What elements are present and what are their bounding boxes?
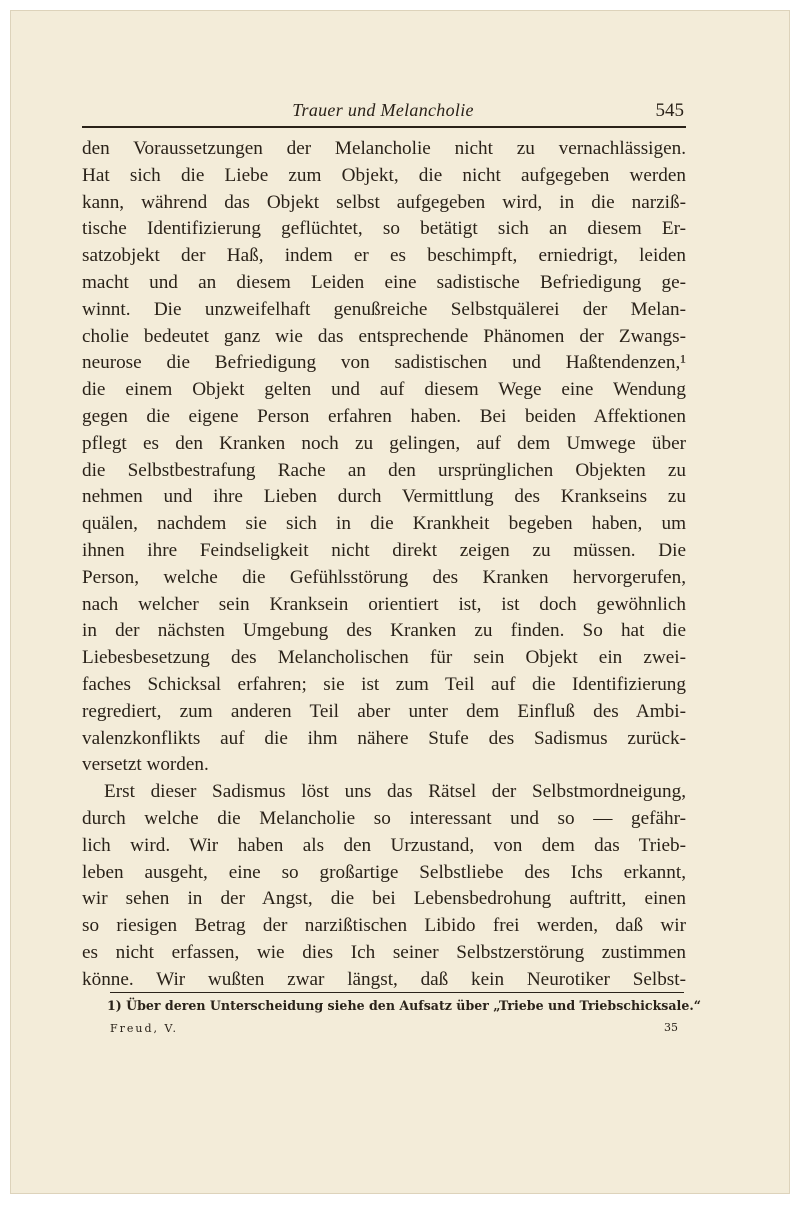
text-line: in der nächsten Umgebung des Kranken zu finden. So hat die [82, 620, 686, 642]
text-line: ihnen ihre Feindseligkeit nicht direkt zeigen zu müssen. Die [82, 539, 686, 561]
text-line: versetzt worden. [82, 754, 209, 776]
text-line: macht und an diesem Leiden eine sadistische Befriedigung ge- [82, 271, 686, 293]
text-line: regrediert, zum anderen Teil aber unter dem Einfluß des Ambi- [82, 700, 686, 722]
text-line: satzobjekt der Haß, indem er es beschimpft, erniedrigt, leiden [82, 245, 686, 267]
text-line: faches Schicksal erfahren; sie ist zum Teil auf die Identifizierung [82, 673, 686, 695]
text-line: lich wird. Wir haben als den Urzustand, von dem das Trieb- [82, 834, 686, 856]
text-line: Liebesbesetzung des Melancholischen für sein Objekt ein zwei- [82, 647, 686, 669]
text-line: nehmen und ihre Lieben durch Vermittlung des Krankseins zu [82, 486, 686, 508]
page-number: 545 [655, 100, 684, 121]
text-line: es nicht erfassen, wie dies Ich seiner Selbstzerstörung zustimmen [82, 941, 686, 963]
running-header [82, 100, 684, 126]
text-line: valenzkonflikts auf die ihm nähere Stufe des Sadismus zurück- [82, 727, 686, 749]
text-line: quälen, nachdem sie sich in die Krankheit begeben haben, um [82, 513, 686, 535]
text-line: Person, welche die Gefühlsstörung des Kranken hervorgerufen, [82, 566, 686, 588]
text-line: pflegt es den Kranken noch zu gelingen, auf dem Umwege über [82, 432, 686, 454]
text-line: neurose die Befriedigung von sadistischen und Haßtendenzen,¹ [82, 352, 686, 374]
text-line: cholie bedeutet ganz wie das entsprechende Phänomen der Zwangs- [82, 325, 686, 347]
printer-signature: Freud, V. [110, 1022, 179, 1035]
text-line: leben ausgeht, eine so großartige Selbstliebe des Ichs erkannt, [82, 861, 686, 883]
text-line: den Voraussetzungen der Melancholie nicht zu vernachlässigen. [82, 138, 686, 159]
text-line: so riesigen Betrag der narzißtischen Libido frei werden, daß wir [82, 915, 686, 937]
body-text [82, 136, 686, 994]
text-line: die einem Objekt gelten und auf diesem Wege eine Wendung [82, 379, 686, 401]
text-line: tische Identifizierung geflüchtet, so betätigt sich an diesem Er- [82, 218, 686, 240]
text-line: nach welcher sein Kranksein orientiert ist, ist doch gewöhnlich [82, 593, 686, 615]
text-line: kann, während das Objekt selbst aufgegeben wird, in die narziß- [82, 191, 686, 213]
text-line: winnt. Die unzweifelhaft genußreiche Selbstquälerei der Melan- [82, 298, 686, 320]
header-rule [82, 126, 686, 128]
footnote-rule [110, 992, 684, 993]
text-line: durch welche die Melancholie so interessant und so — gefähr- [82, 807, 686, 829]
text-line: wir sehen in der Angst, die bei Lebensbedrohung auftritt, einen [82, 888, 686, 910]
text-line: könne. Wir wußten zwar längst, daß kein Neurotiker Selbst- [82, 968, 686, 990]
footnote: 1) Über deren Unterscheidung siehe den Aufsatz über „Triebe und Triebschicksale.“ [107, 998, 701, 1013]
sheet-number: 35 [664, 1021, 678, 1034]
text-line: Erst dieser Sadismus löst uns das Rätsel der Selbstmordneigung, [104, 781, 686, 803]
text-line: die Selbstbestrafung Rache an den ursprünglichen Objekten zu [82, 459, 686, 481]
text-line: Hat sich die Liebe zum Objekt, die nicht aufgegeben werden [82, 164, 686, 186]
running-title: Trauer und Melancholie [292, 100, 474, 120]
text-line: gegen die eigene Person erfahren haben. Bei beiden Affektionen [82, 405, 686, 427]
